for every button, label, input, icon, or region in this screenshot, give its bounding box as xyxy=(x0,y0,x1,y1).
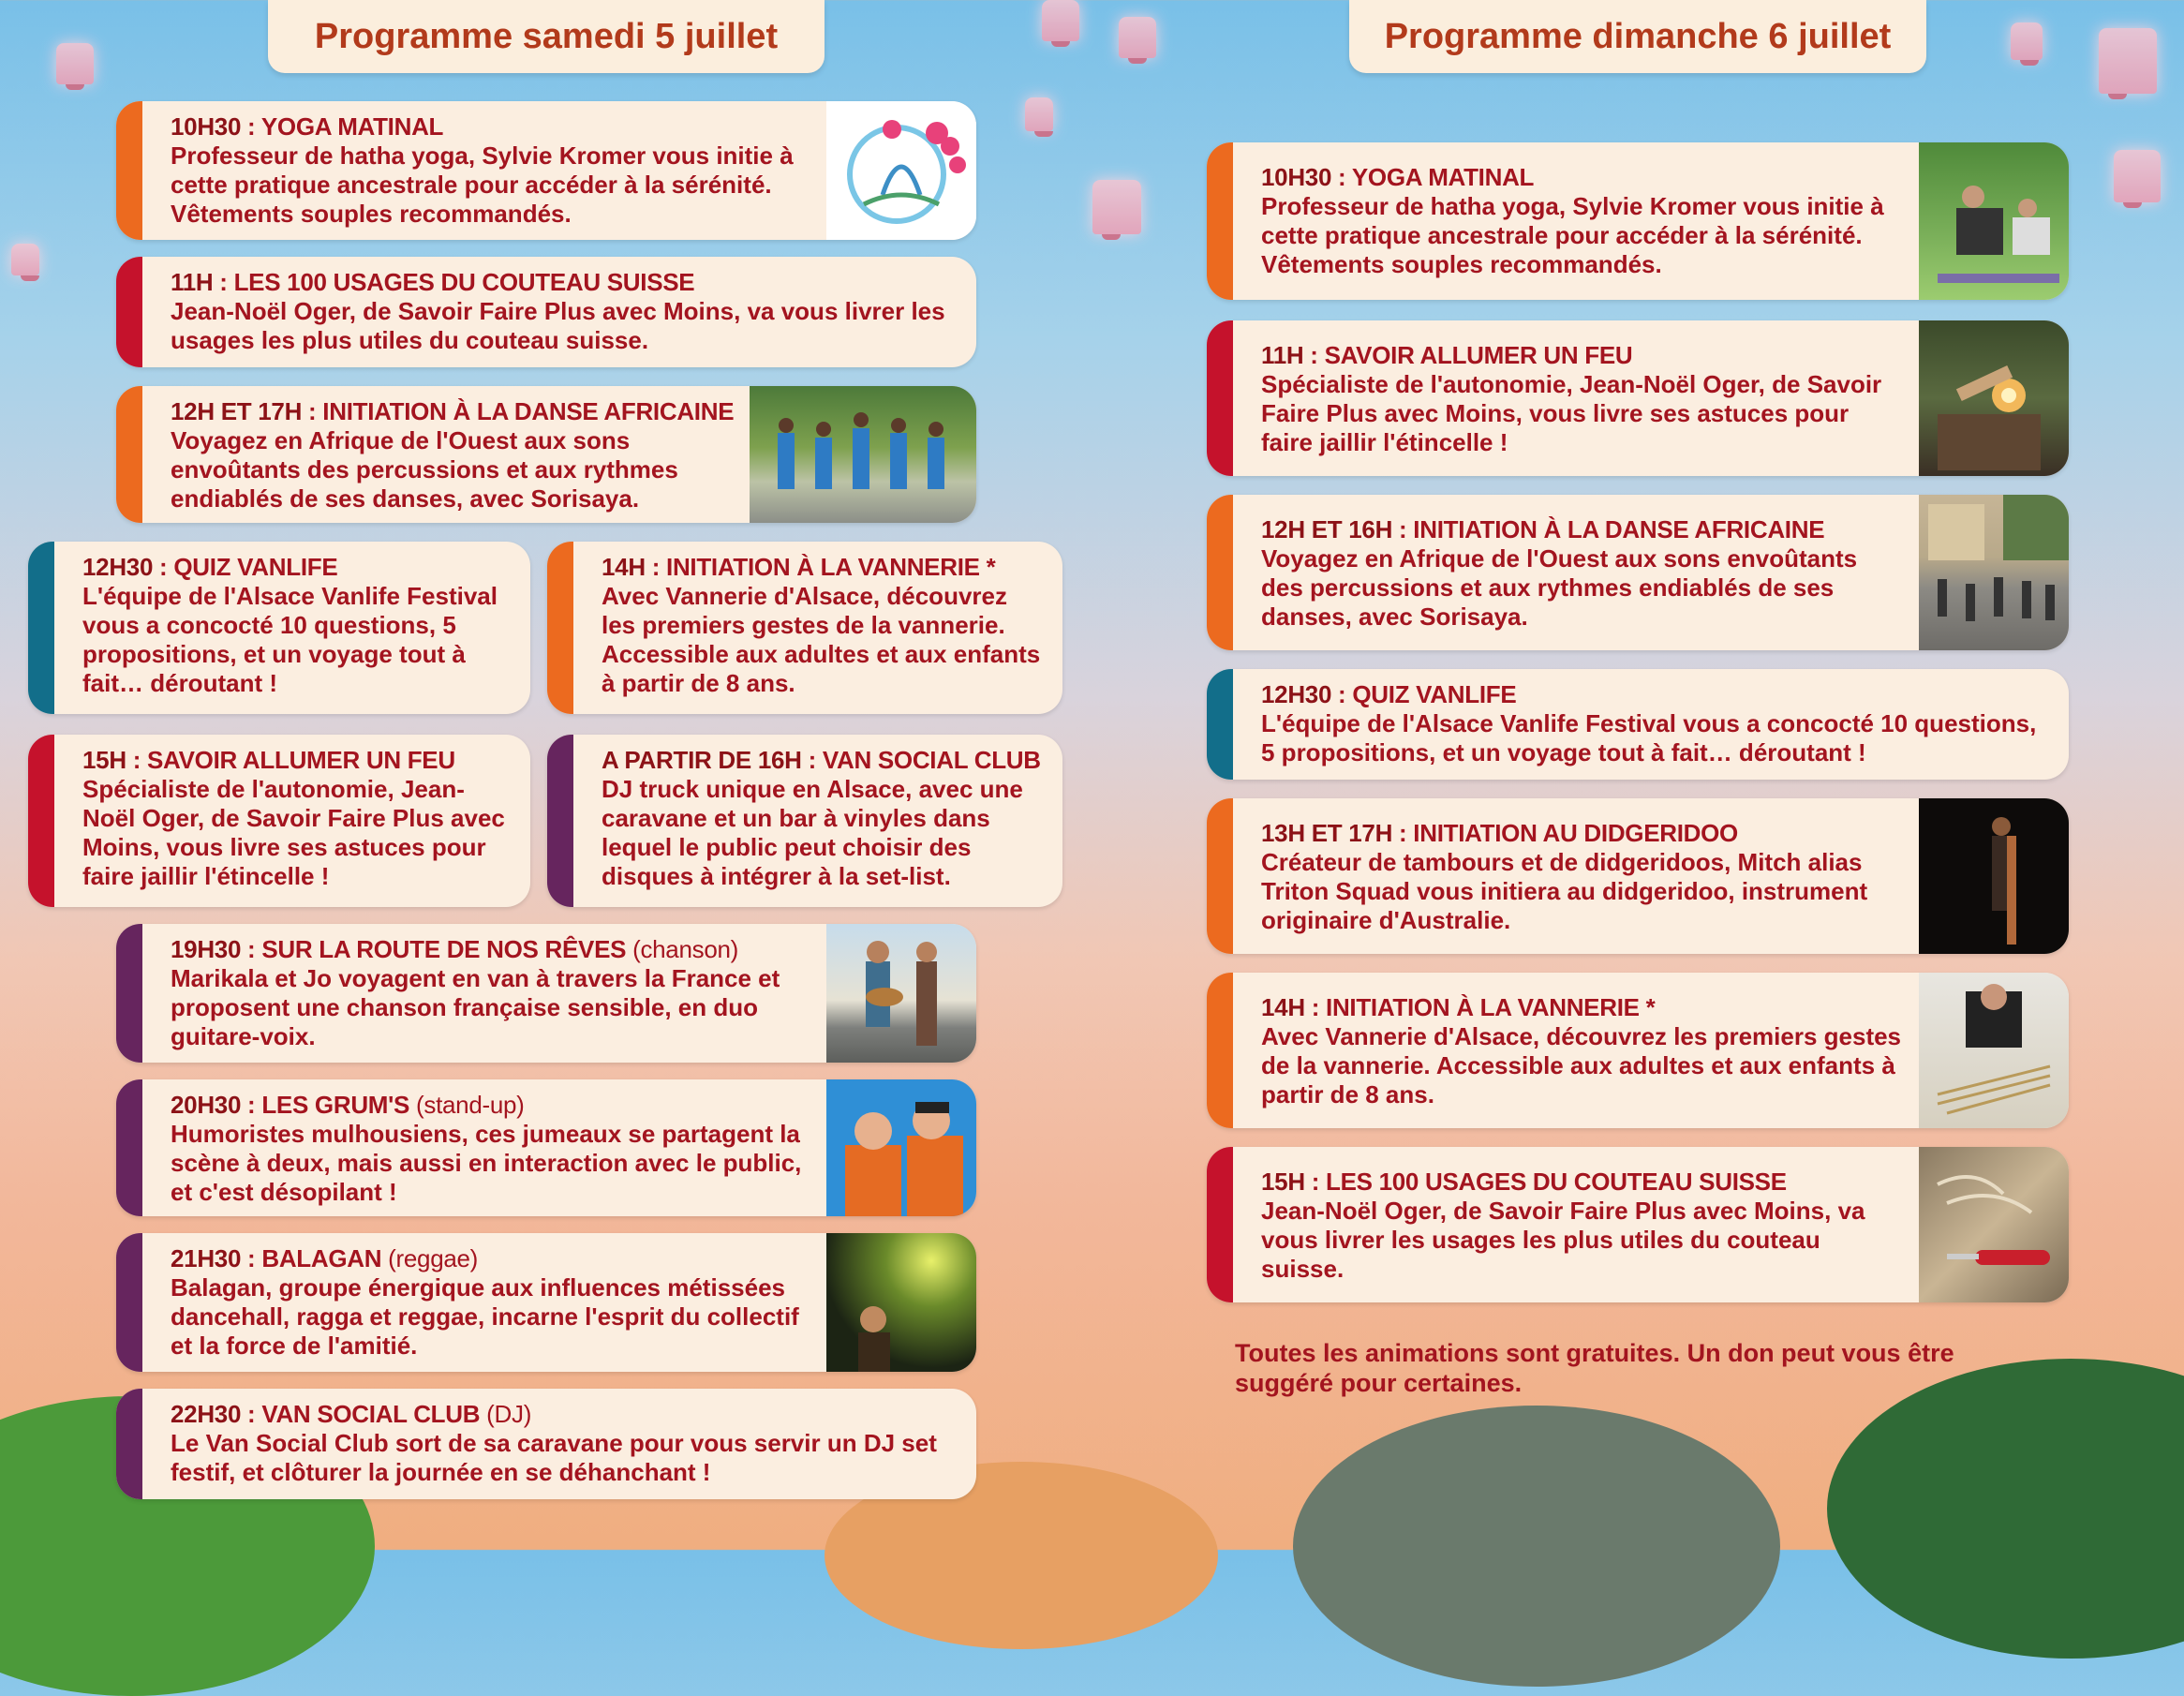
event-heading: 20H30 : LES GRUM'S (stand-up) xyxy=(171,1091,525,1119)
event-card-knife-sat xyxy=(116,257,976,367)
color-bar xyxy=(116,1233,142,1372)
event-description: Humoristes mulhousiens, ces jumeaux se partagent la scène à deux, mais aussi en interaction avec le public, et c'est désopilant ! xyxy=(171,1120,802,1206)
color-bar xyxy=(116,386,142,523)
event-card-fire-sat xyxy=(28,735,530,907)
green-hill-decoration xyxy=(1293,1406,1780,1687)
event-description: DJ truck unique en Alsace, avec une caravane et un bar à vinyles dans lequel le public peut choisir des disques à intégrer à la set-list. xyxy=(602,775,1023,890)
color-bar xyxy=(1207,669,1233,780)
lantern-decoration xyxy=(56,43,94,84)
basketry-photo xyxy=(1919,973,2069,1128)
event-card-vansocial-sat xyxy=(547,735,1062,907)
sunday-title: Programme dimanche 6 juillet xyxy=(1349,0,1926,73)
color-bar xyxy=(1207,495,1233,650)
event-heading: 11H : SAVOIR ALLUMER UN FEU xyxy=(1261,341,1633,369)
color-bar xyxy=(1207,973,1233,1128)
footnote: Toutes les animations sont gratuites. Un don peut vous être suggéré pour certaines. xyxy=(1235,1339,1954,1397)
color-bar xyxy=(116,101,142,240)
event-heading: 12H ET 16H : INITIATION À LA DANSE AFRICAINE xyxy=(1261,515,1825,543)
color-bar xyxy=(116,1079,142,1216)
color-bar xyxy=(1207,142,1233,300)
green-hill-decoration xyxy=(1827,1359,2184,1659)
event-description: Professeur de hatha yoga, Sylvie Kromer vous initie à cette pratique ancestrale pour accéder à la sérénité. Vêtements souples recommandés. xyxy=(1261,192,1884,278)
event-heading: 15H : SAVOIR ALLUMER UN FEU xyxy=(82,746,455,774)
event-heading: A PARTIR DE 16H : VAN SOCIAL CLUB xyxy=(602,746,1041,774)
event-card-grums-sat xyxy=(116,1079,976,1216)
event-card-didgeridoo-sun xyxy=(1207,798,2069,954)
color-bar xyxy=(1207,798,1233,954)
event-card-basketry-sat xyxy=(547,542,1062,714)
lantern-decoration xyxy=(1025,97,1053,131)
event-card-dance-sat xyxy=(116,386,976,523)
street-dance-photo xyxy=(1919,495,2069,650)
event-description: Spécialiste de l'autonomie, Jean-Noël Oger, de Savoir Faire Plus avec Moins, vous livre ses astuces pour faire jaillir l'étincelle ! xyxy=(1261,370,1882,456)
lantern-decoration xyxy=(2114,150,2161,202)
duo-road-photo xyxy=(826,924,976,1063)
event-card-quiz-sun xyxy=(1207,669,2069,780)
event-heading: 13H ET 17H : INITIATION AU DIDGERIDOO xyxy=(1261,819,1738,847)
event-description: Créateur de tambours et de didgeridoos, Mitch alias Triton Squad vous initiera au didgeridoo, instrument originaire d'Australie. xyxy=(1261,848,1868,934)
event-heading: 11H : LES 100 USAGES DU COUTEAU SUISSE xyxy=(171,268,695,296)
concert-photo xyxy=(826,1233,976,1372)
event-heading: 22H30 : VAN SOCIAL CLUB (DJ) xyxy=(171,1400,532,1428)
color-bar xyxy=(1207,320,1233,476)
event-description: Jean-Noël Oger, de Savoir Faire Plus avec Moins, va vous livrer les usages les plus utiles du couteau suisse. xyxy=(1261,1197,1865,1283)
event-description: Jean-Noël Oger, de Savoir Faire Plus avec Moins, va vous livrer les usages les plus utiles du couteau suisse. xyxy=(171,297,945,354)
lotus-yoga-logo xyxy=(826,101,976,240)
event-description: Le Van Social Club sort de sa caravane pour vous servir un DJ set festif, et clôturer la journée en se déhanchant ! xyxy=(171,1429,937,1486)
event-card-knife-sun xyxy=(1207,1147,2069,1302)
event-description: L'équipe de l'Alsace Vanlife Festival vous a concocté 10 questions, 5 propositions, et un voyage tout à fait… déroutant ! xyxy=(1261,709,2037,766)
lantern-decoration xyxy=(1119,17,1156,58)
event-description: Avec Vannerie d'Alsace, découvrez les premiers gestes de la vannerie. Accessible aux adultes et aux enfants à partir de 8 ans. xyxy=(602,582,1041,697)
event-heading: 19H30 : SUR LA ROUTE DE NOS RÊVES (chanson) xyxy=(171,935,738,963)
event-card-song-sat xyxy=(116,924,976,1063)
event-heading: 21H30 : BALAGAN (reggae) xyxy=(171,1244,479,1272)
event-heading: 14H : INITIATION À LA VANNERIE * xyxy=(1261,993,1656,1021)
swiss-knife-photo xyxy=(1919,1147,2069,1302)
lantern-decoration xyxy=(2099,28,2157,94)
color-bar xyxy=(1207,1147,1233,1302)
event-card-basketry-sun xyxy=(1207,973,2069,1128)
twins-photo xyxy=(826,1079,976,1216)
color-bar xyxy=(28,735,54,907)
event-description: Balagan, groupe énergique aux influences métissées dancehall, ragga et reggae, incarne l'esprit du collectif et la force de l'amitié. xyxy=(171,1273,799,1360)
event-description: Avec Vannerie d'Alsace, découvrez les premiers gestes de la vannerie. Accessible aux adultes et aux enfants à partir de 8 ans. xyxy=(1261,1022,1902,1108)
fire-starter-photo xyxy=(1919,320,2069,476)
yoga-outdoor-photo xyxy=(1919,142,2069,300)
color-bar xyxy=(28,542,54,714)
event-heading: 10H30 : YOGA MATINAL xyxy=(1261,163,1535,191)
lantern-decoration xyxy=(11,244,39,275)
event-card-yoga-sat xyxy=(116,101,976,240)
event-card-dj-sat xyxy=(116,1389,976,1499)
event-description: Spécialiste de l'autonomie, Jean-Noël Oger, de Savoir Faire Plus avec Moins, vous livre ses astuces pour faire jaillir l'étincelle ! xyxy=(82,775,505,890)
color-bar xyxy=(547,542,573,714)
event-heading: 14H : INITIATION À LA VANNERIE * xyxy=(602,553,996,581)
event-heading: 12H ET 17H : INITIATION À LA DANSE AFRICAINE xyxy=(171,397,735,425)
event-heading: 15H : LES 100 USAGES DU COUTEAU SUISSE xyxy=(1261,1168,1787,1196)
event-description: Voyagez en Afrique de l'Ouest aux sons envoûtants des percussions et aux rythmes endiablés de ses danses, avec Sorisaya. xyxy=(1261,544,1858,631)
color-bar xyxy=(547,735,573,907)
color-bar xyxy=(116,1389,142,1499)
event-description: L'équipe de l'Alsace Vanlife Festival vous a concocté 10 questions, 5 propositions, et un voyage tout à fait… déroutant ! xyxy=(82,582,498,697)
event-heading: 12H30 : QUIZ VANLIFE xyxy=(82,553,338,581)
event-heading: 12H30 : QUIZ VANLIFE xyxy=(1261,680,1517,708)
lantern-decoration xyxy=(1042,0,1079,41)
didgeridoo-photo xyxy=(1919,798,2069,954)
event-description: Voyagez en Afrique de l'Ouest aux sons envoûtants des percussions et aux rythmes endiablés de ses danses, avec Sorisaya. xyxy=(171,426,678,513)
event-description: Marikala et Jo voyagent en van à travers la France et proposent une chanson française sensible, en duo guitare-voix. xyxy=(171,964,780,1050)
color-bar xyxy=(116,257,142,367)
event-card-quiz-sat xyxy=(28,542,530,714)
event-description: Professeur de hatha yoga, Sylvie Kromer vous initie à cette pratique ancestrale pour accéder à la sérénité. Vêtements souples recommandés. xyxy=(171,141,794,228)
event-card-balagan-sat xyxy=(116,1233,976,1372)
event-card-yoga-sun xyxy=(1207,142,2069,300)
lantern-decoration xyxy=(2011,22,2043,60)
event-card-fire-sun xyxy=(1207,320,2069,476)
event-card-dance-sun xyxy=(1207,495,2069,650)
color-bar xyxy=(116,924,142,1063)
lantern-decoration xyxy=(1092,180,1141,234)
saturday-title: Programme samedi 5 juillet xyxy=(268,0,825,73)
event-heading: 10H30 : YOGA MATINAL xyxy=(171,112,444,141)
african-dance-photo xyxy=(750,386,976,523)
